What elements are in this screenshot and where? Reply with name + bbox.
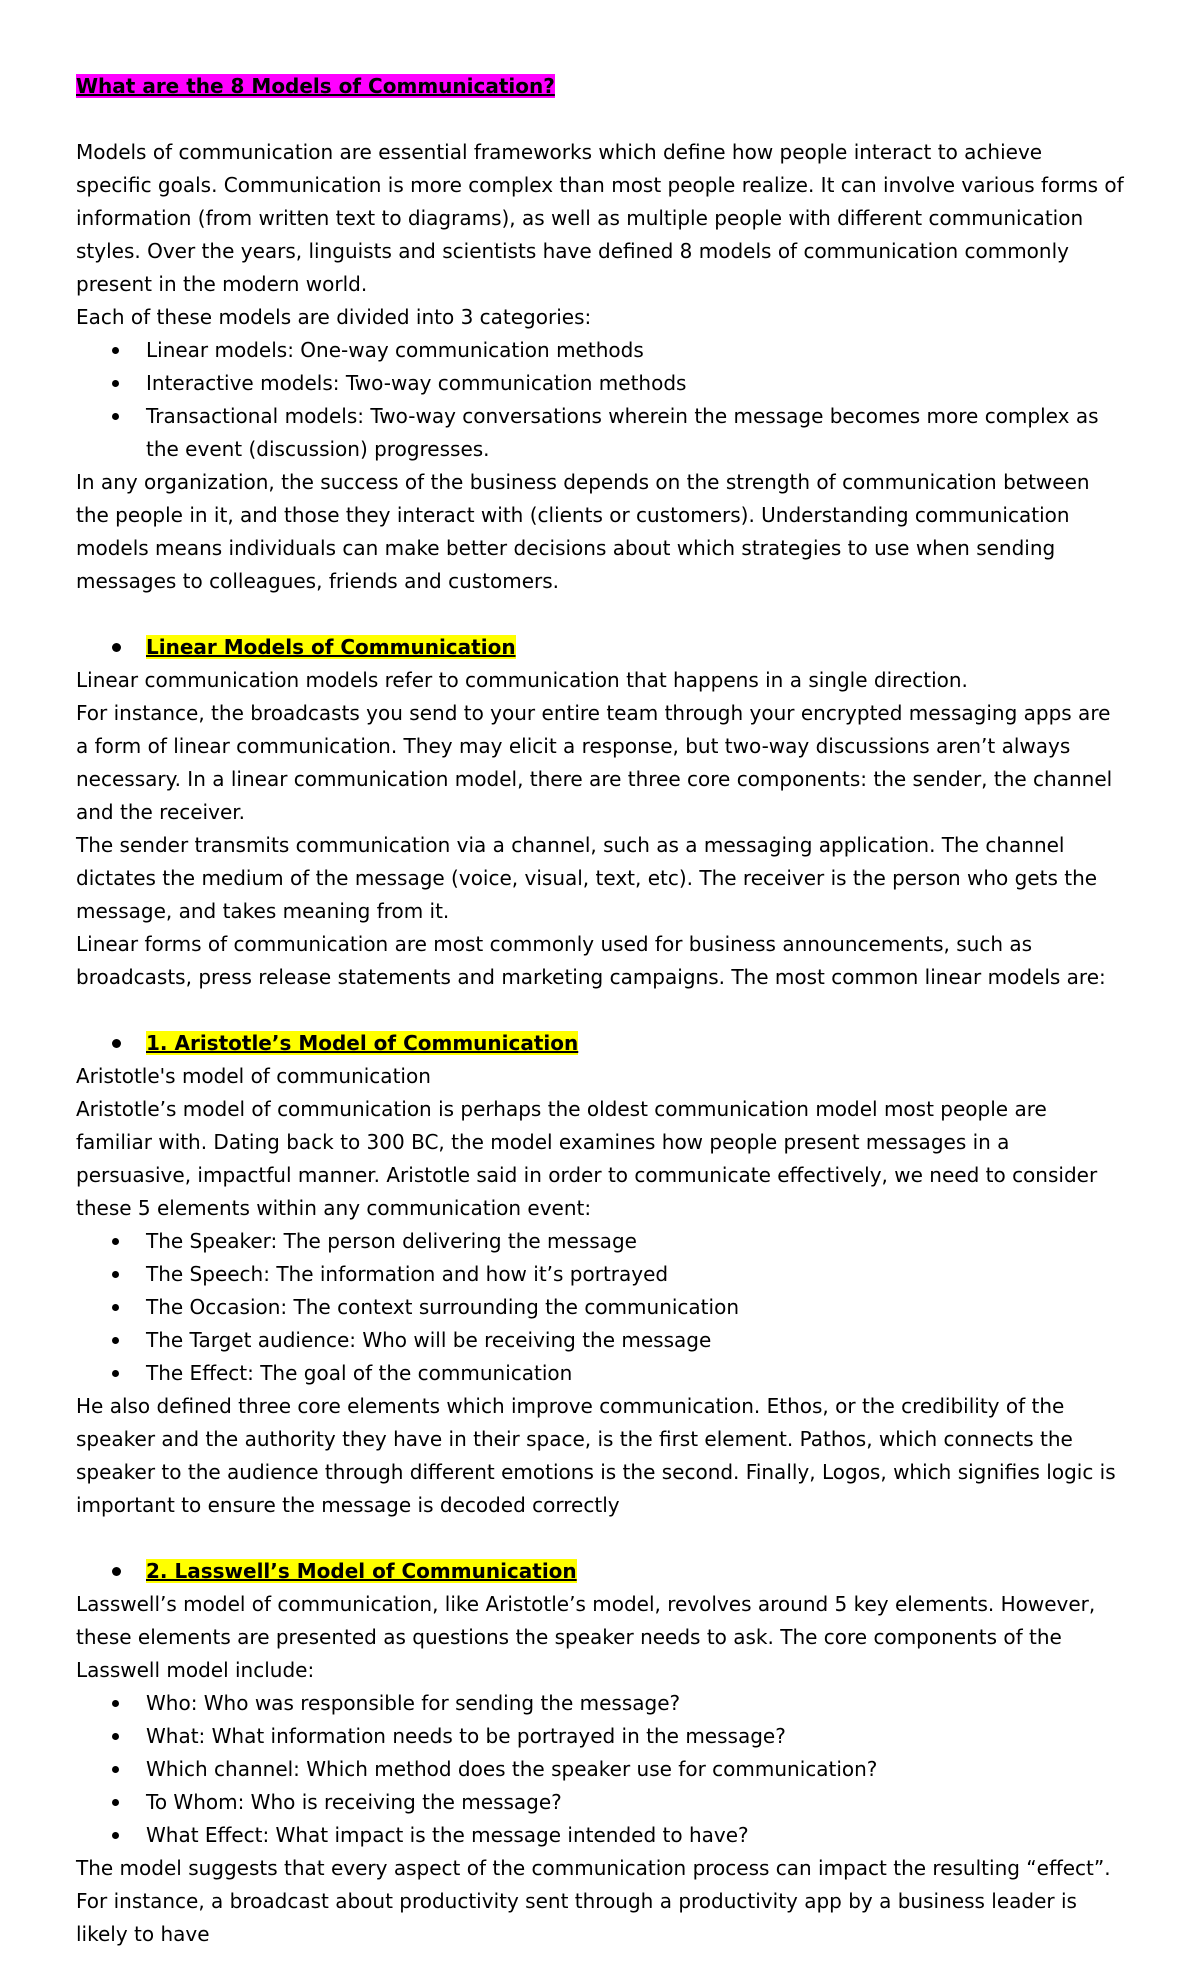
list-item: Linear models: One-way communication methods <box>76 334 1124 367</box>
intro-categories-lead: Each of these models are divided into 3 categories: <box>76 305 592 329</box>
spacer <box>76 994 1124 1027</box>
highlight-bullet <box>108 1557 146 1585</box>
body-paragraph: Linear forms of communication are most commonly used for business announcements, such as broadcasts, press release statements and marketing campaigns. The most common linear models are: <box>76 932 1106 989</box>
section-heading-aristotle <box>76 1027 1124 1060</box>
list-item: To Whom: Who is receiving the message? <box>76 1786 1124 1819</box>
section-heading: 2. Lasswell’s Model of Communication <box>76 1555 1124 1588</box>
body-paragraph: Linear communication models refer to communication that happens in a single direction. <box>76 668 968 692</box>
aristotle-elements-list <box>76 1225 1124 1390</box>
list-item: The Speaker: The person delivering the message <box>76 1225 1124 1258</box>
section-heading: 1. Aristotle’s Model of Communication <box>76 1027 1124 1060</box>
image-caption: Aristotle's model of communication <box>76 1064 431 1088</box>
list-item: Interactive models: Two-way communication methods <box>76 367 1124 400</box>
list-item: The Target audience: Who will be receiving the message <box>76 1324 1124 1357</box>
body-paragraph: The model suggests that every aspect of the communication process can impact the resulting “effect”. For instance, a broadcast about productivity sent through a productivity app by a business leader is likely to have <box>76 1856 1111 1946</box>
section-heading-lasswell <box>76 1555 1124 1588</box>
intro-paragraph: Models of communication are essential frameworks which define how people interact to achieve specific goals. Communication is more complex than most people realize. It can involve various forms of information (from written text to diagrams), as well as multiple people with different communication styles. Over the years, linguists and scientists have defined 8 models of communication commonly present in the modern world. <box>76 140 1124 296</box>
section-heading-linear <box>76 631 1124 664</box>
list-item: What: What information needs to be portrayed in the message? <box>76 1720 1124 1753</box>
section-heading: Linear Models of Communication <box>76 631 1124 664</box>
spacer <box>76 103 1124 136</box>
intro-paragraph: In any organization, the success of the business depends on the strength of communication between the people in it, and those they interact with (clients or customers). Understanding communication models means individuals can make better decisions about which strategies to use when sending messages to colleagues, friends and customers. <box>76 470 1090 593</box>
list-item: What Effect: What impact is the message intended to have? <box>76 1819 1124 1852</box>
body-paragraph: For instance, the broadcasts you send to your entire team through your encrypted messaging apps are a form of linear communication. They may elicit a response, but two-way discussions aren’t always necessary. In a linear communication model, there are three core components: the sender, the channel and the receiver. <box>76 701 1113 824</box>
page-title: What are the 8 Models of Communication? <box>76 74 555 98</box>
highlight-bullet <box>108 1029 146 1057</box>
list-item: The Occasion: The context surrounding the communication <box>76 1291 1124 1324</box>
spacer <box>76 1522 1124 1555</box>
list-item: The Effect: The goal of the communication <box>76 1357 1124 1390</box>
body-paragraph: Lasswell’s model of communication, like Aristotle’s model, revolves around 5 key elements. However, these elements are presented as questions the speaker needs to ask. The core components of the Lasswell model include: <box>76 1592 1096 1682</box>
lasswell-elements-list <box>76 1687 1124 1852</box>
spacer <box>76 598 1124 631</box>
body-paragraph: Aristotle’s model of communication is perhaps the oldest communication model most people are familiar with. Dating back to 300 BC, the model examines how people present messages in a persuasive, impactful manner. Aristotle said in order to communicate effectively, we need to consider these 5 elements within any communication event: <box>76 1097 1098 1220</box>
body-paragraph: The sender transmits communication via a channel, such as a messaging application. The channel dictates the medium of the message (voice, visual, text, etc). The receiver is the person who gets the message, and takes meaning from it. <box>76 833 1098 923</box>
list-item: Which channel: Which method does the speaker use for communication? <box>76 1753 1124 1786</box>
body-paragraph: He also defined three core elements which improve communication. Ethos, or the credibility of the speaker and the authority they have in their space, is the first element. Pathos, which connects the speaker to the audience through different emotions is the second. Finally, Logos, which signifies logic is important to ensure the message is decoded correctly <box>76 1394 1116 1517</box>
list-item: Transactional models: Two-way conversations wherein the message becomes more complex as the event (discussion) progresses. <box>76 400 1124 466</box>
category-list <box>76 334 1124 466</box>
list-item: The Speech: The information and how it’s portrayed <box>76 1258 1124 1291</box>
list-item: Who: Who was responsible for sending the message? <box>76 1687 1124 1720</box>
highlight-bullet <box>108 633 146 661</box>
